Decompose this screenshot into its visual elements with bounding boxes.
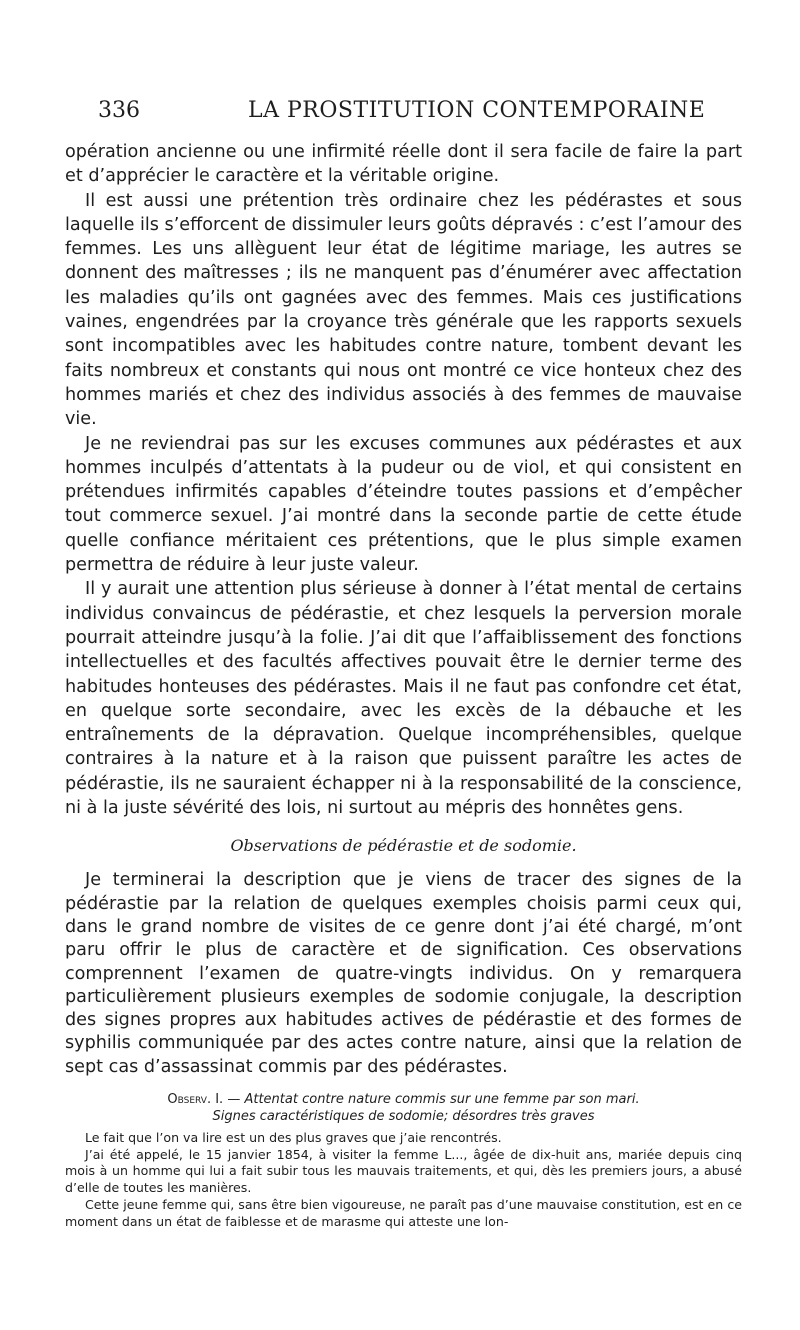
running-head: LA PROSTITUTION CONTEMPORAINE [248, 98, 706, 123]
page-number: 336 [98, 98, 140, 123]
paragraph: opération ancienne ou une infirmité réelle dont il sera facile de faire la part et d’apprécier le caractère et la véritable origine. [65, 142, 742, 187]
observation-subtitle: Signes caractéristiques de sodomie; désordres très graves [212, 1108, 595, 1124]
paragraph: Il y aurait une attention plus sérieuse à donner à l’état mental de certains individus convaincus de pédérastie, et chez lesquels la perversion morale pourrait atteindre jusqu’à la folie. J’ai dit que l’affaiblissement des fonctions intellectuelles et des facultés affectives pouvait être le dernier terme des habitudes honteuses des pédérastes. Mais il ne faut pas confondre cet état, en quelque sorte secondaire, avec les excès de la débauche et les entraînements de la dépravation. Quelque incompréhensibles, quelque contraires à la nature et à la raison que puissent paraître les actes de pédérastie, ils ne sauraient échapper ni à la responsabilité de la conscience, ni à la juste sévérité des lois, ni surtout au mépris des honnêtes gens. [65, 579, 742, 819]
observation-paragraph: J’ai été appelé, le 15 janvier 1854, à visiter la femme L..., âgée de dix-huit ans, mariée depuis cinq mois à un homme qui lui a fait subir tous les mauvais traitements, et qui, dès les premiers jours, a abusé d’elle de toutes les manières. [65, 1146, 742, 1196]
observation-paragraph: Le fait que l’on va lire est un des plus graves que j’aie rencontrés. [85, 1129, 502, 1145]
page-header [98, 98, 742, 130]
paragraph: Je ne reviendrai pas sur les excuses communes aux pédérastes et aux hommes inculpés d’attentats à la pudeur ou de viol, et qui consistent en prétendues infirmités capables d’éteindre toutes passions et d’empêcher tout commerce sexuel. J’ai montré dans la seconde partie de cette étude quelle confiance méritaient ces prétentions, que le plus simple examen permettra de réduire à leur juste valeur. [65, 433, 742, 576]
observation-label: Observ. I. — [167, 1091, 241, 1107]
observation-title-text: Attentat contre nature commis sur une femme par son mari. [244, 1091, 640, 1107]
page-body [65, 140, 742, 1230]
section-heading: Observations de pédérastie et de sodomie. [230, 836, 577, 856]
section-paragraph: Je terminerai la description que je viens de tracer des signes de la pédérastie par la relation de quelques exemples choisis parmi ceux qui, dans le grand nombre de visites de ce genre dont j’ai été chargé, m’ont paru offrir le plus de caractère et de signification. Ces observations comprennent l’examen de quatre-vingts individus. On y remarquera particulièrement plusieurs exemples de sodomie conjugale, la description des signes propres aux habitudes actives de pédérastie et des formes de syphilis communiquée par des actes contre nature, ainsi que la relation de sept cas d’assassinat commis par des pédérastes. [65, 870, 742, 1077]
paragraph: Il est aussi une prétention très ordinaire chez les pédérastes et sous laquelle ils s’efforcent de dissimuler leurs goûts dépravés : c’est l’amour des femmes. Les uns allèguent leur état de légitime mariage, les autres se donnent des maîtresses ; ils ne manquent pas d’énumérer avec affectation les maladies qu’ils ont gagnées avec des femmes. Mais ces justifications vaines, engendrées par la croyance très générale que les rapports sexuels sont incompatibles avec les habitudes contre nature, tombent devant les faits nombreux et constants qui nous ont montré ce vice honteux chez des hommes mariés et chez des individus associés à des femmes de mauvaise vie. [65, 190, 743, 430]
observation-paragraph: Cette jeune femme qui, sans être bien vigoureuse, ne paraît pas d’une mauvaise constitution, est en ce moment dans un état de faiblesse et de marasme qui atteste une lon- [65, 1196, 742, 1229]
observation-title [65, 1091, 742, 1108]
